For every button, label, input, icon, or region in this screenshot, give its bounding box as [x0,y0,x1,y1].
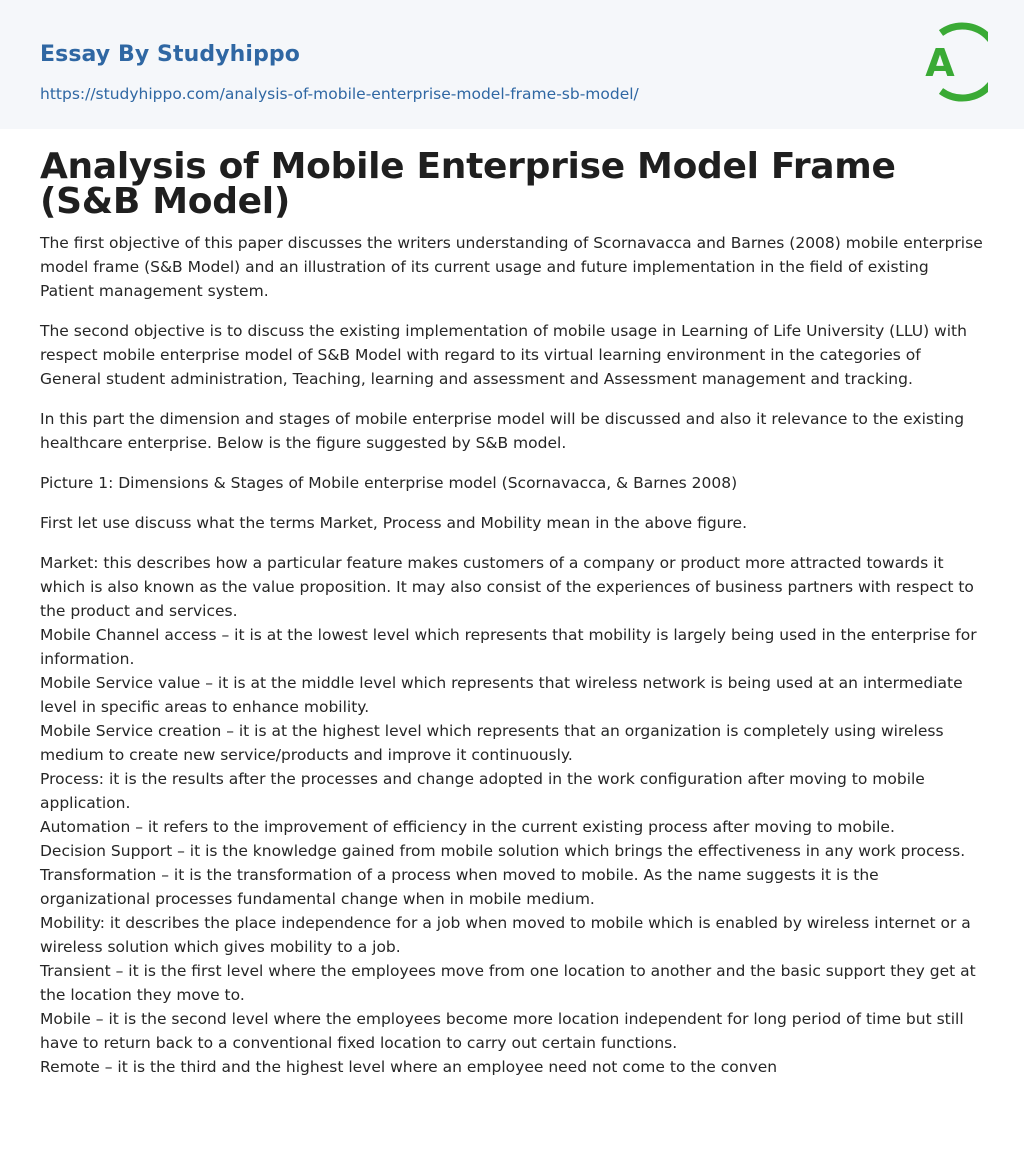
definition-line: Automation – it refers to the improvement of efficiency in the current existing process after moving to mobile. [40,818,895,836]
source-url-link[interactable]: https://studyhippo.com/analysis-of-mobile-enterprise-model-frame-sb-model/ [40,85,639,103]
figure-caption: Picture 1: Dimensions & Stages of Mobile enterprise model (Scornavacca, & Barnes 2008) [40,474,738,492]
logo-letter: A [925,41,955,85]
intro-paragraphs [40,231,984,535]
definition-line: Process: it is the results after the processes and change adopted in the work configuration after moving to mobile application. [40,770,925,812]
definition-line: Decision Support – it is the knowledge gained from mobile solution which brings the effectiveness in any work process. [40,842,966,860]
site-header [0,0,1024,129]
article-title: Analysis of Mobile Enterprise Model Frame (S&B Model) [40,146,896,222]
circle-a-logo-icon [912,18,988,106]
paragraph: The first objective of this paper discusses the writers understanding of Scornavacca and Barnes (2008) mobile enterprise model frame (S&B Model) and an illustration of its current usage and future implementation in the field of existing Patient management system. [40,234,983,300]
article [0,129,1024,1079]
definition-line: Mobile – it is the second level where the employees become more location independent for long period of time but still have to return back to a conventional fixed location to carry out certain functions. [40,1010,964,1052]
paragraph: First let use discuss what the terms Market, Process and Mobility mean in the above figure. [40,514,748,532]
definition-list [40,551,984,1079]
paragraph: In this part the dimension and stages of mobile enterprise model will be discussed and also it relevance to the existing healthcare enterprise. Below is the figure suggested by S&B model. [40,410,965,452]
definition-line: Market: this describes how a particular feature makes customers of a company or product more attracted towards it which is also known as the value proposition. It may also consist of the experiences of business partners with respect to the product and services. [40,554,974,620]
definition-line: Transient – it is the first level where the employees move from one location to another and the basic support they get at the location they move to. [40,962,976,1004]
definition-line: Mobile Channel access – it is at the lowest level which represents that mobility is largely being used in the enterprise for information. [40,626,977,668]
definition-line: Mobile Service creation – it is at the highest level which represents that an organization is completely using wireless medium to create new service/products and improve it continuously. [40,722,944,764]
paragraph: The second objective is to discuss the existing implementation of mobile usage in Learning of Life University (LLU) with respect mobile enterprise model of S&B Model with regard to its virtual learning environment in the categories of General student administration, Teaching, learning and assessment and Assessment management and tracking. [40,322,967,388]
definition-line: Transformation – it is the transformation of a process when moved to mobile. As the name suggests it is the organizational processes fundamental change when in mobile medium. [40,866,879,908]
definition-line: Mobility: it describes the place independence for a job when moved to mobile which is enabled by wireless internet or a wireless solution which gives mobility to a job. [40,914,971,956]
definition-line: Remote – it is the third and the highest level where an employee need not come to the conven [40,1058,778,1076]
brand-title: Essay By Studyhippo [40,42,300,67]
definition-line: Mobile Service value – it is at the middle level which represents that wireless network is being used at an intermediate level in specific areas to enhance mobility. [40,674,963,716]
